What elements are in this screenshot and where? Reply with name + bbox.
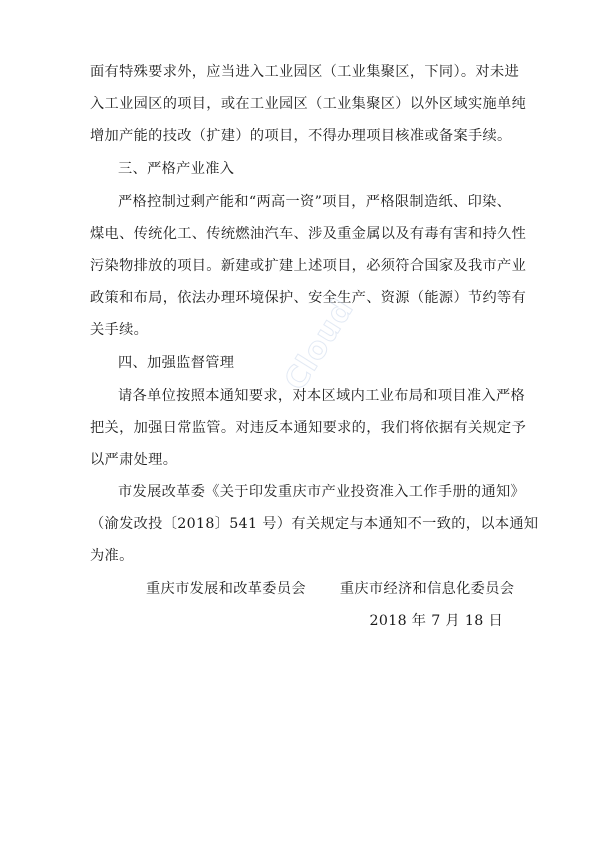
paragraph-line: 政策和布局，依法办理环境保护、安全生产、资源（能源）节约等有 [90, 290, 527, 306]
paragraph-line: 以严肃处理。 [90, 452, 178, 468]
section-heading: 三、严格产业准入 [118, 161, 235, 177]
paragraph-line: 把关，加强日常监管。对违反本通知要求的，我们将依据有关规定予 [90, 420, 527, 436]
paragraph-line: （渝发改投〔2018〕541 号）有关规定与本通知不一致的，以本通知 [90, 516, 539, 532]
paragraph-line: 煤电、传统化工、传统燃油汽车、涉及重金属以及有毒有害和持久性 [90, 226, 527, 242]
paragraph-line: 入工业园区的项目，或在工业园区（工业集聚区）以外区域实施单纯 [90, 96, 527, 112]
paragraph-line: 严格控制过剩产能和“两高一资”项目，严格限制造纸、印染、 [118, 194, 512, 210]
signature-line: 重庆市发展和改革委员会 重庆市经济和信息化委员会 [146, 581, 515, 597]
paragraph-line: 市发展改革委《关于印发重庆市产业投资准入工作手册的通知》 [118, 484, 526, 500]
section-heading: 四、加强监督管理 [118, 355, 235, 371]
paragraph-line: 为准。 [90, 548, 134, 564]
paragraph-line: 增加产能的技改（扩建）的项目，不得办理项目核准或备案手续。 [90, 128, 512, 144]
paragraph-line: 面有特殊要求外，应当进入工业园区（工业集聚区，下同）。对未进 [90, 64, 520, 80]
paragraph-line: 关手续。 [90, 322, 149, 338]
watermark-logo: Cloud [278, 292, 362, 397]
document-date: 2018 年 7 月 18 日 [369, 613, 503, 629]
paragraph-line: 污染物排放的项目。新建或扩建上述项目，必须符合国家及我市产业 [90, 258, 527, 274]
paragraph-line: 请各单位按照本通知要求，对本区域内工业布局和项目准入严格 [118, 388, 526, 404]
